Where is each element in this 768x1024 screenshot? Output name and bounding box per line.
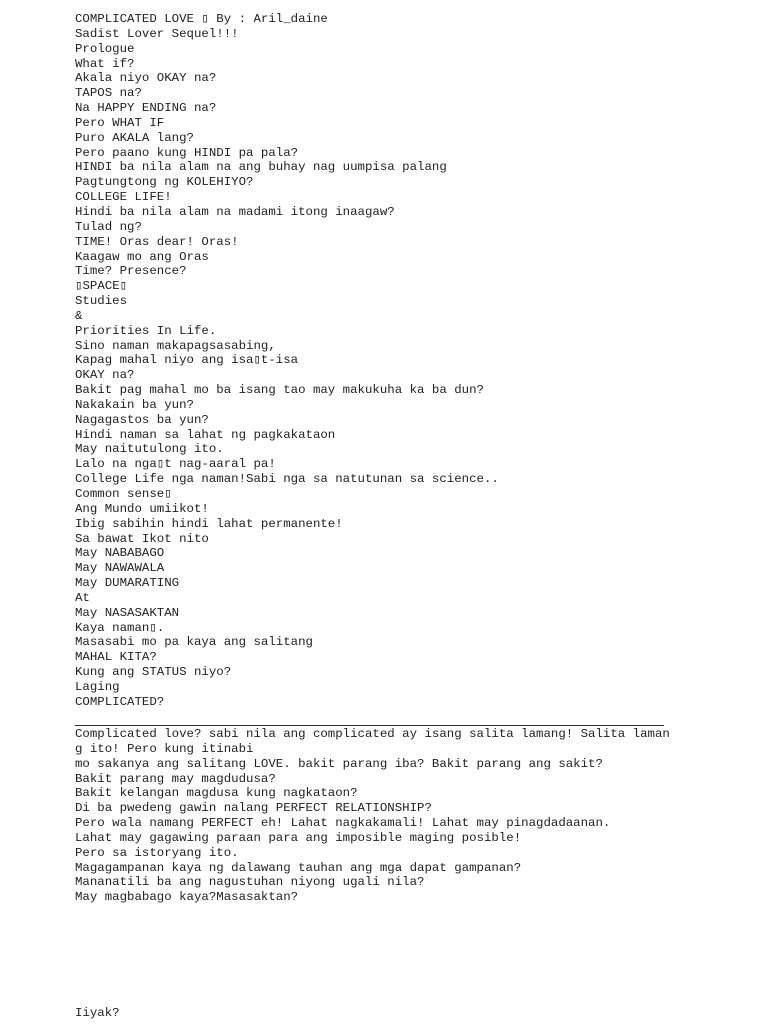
synopsis-text-block	[75, 727, 670, 905]
text-line: Time? Presence?	[75, 264, 187, 279]
text-line: Studies	[75, 294, 128, 309]
text-line: Laging	[75, 679, 120, 694]
text-line: Kaya naman▯.	[75, 620, 165, 635]
text-line: May naitutulong ito.	[75, 442, 224, 457]
text-line: OKAY na?	[75, 368, 135, 383]
text-line: What if?	[75, 56, 135, 71]
text-line: College Life nga naman!Sabi nga sa natutunan sa science..	[75, 472, 499, 487]
text-line: TIME! Oras dear! Oras!	[75, 234, 239, 249]
text-line: Sa bawat Ikot nito	[75, 531, 209, 546]
text-line: Magagampanan kaya ng dalawang tauhan ang mga dapat gampanan?	[75, 860, 522, 875]
text-line: mo sakanya ang salitang LOVE. bakit parang iba? Bakit parang ang sakit?	[75, 756, 603, 771]
text-line: Nakakain ba yun?	[75, 397, 194, 412]
text-line: Na HAPPY ENDING na?	[75, 101, 217, 116]
text-line: Mananatili ba ang nagustuhan niyong ugali nila?	[75, 875, 425, 890]
text-line: Kaagaw mo ang Oras	[75, 249, 209, 264]
text-line: Pero sa istoryang ito.	[75, 845, 239, 860]
text-line: May NABABAGO	[75, 546, 165, 561]
text-line: Puro AKALA lang?	[75, 130, 194, 145]
text-line: &	[75, 308, 83, 323]
text-line: TAPOS na?	[75, 86, 142, 101]
text-line: Lalo na nga▯t nag-aaral pa!	[75, 457, 276, 472]
text-line: Pagtungtong ng KOLEHIYO?	[75, 175, 254, 190]
text-line: Sadist Lover Sequel!!!	[75, 26, 239, 41]
text-line: At	[75, 590, 90, 605]
text-line: Kapag mahal niyo ang isa▯t-isa	[75, 353, 299, 368]
text-line: May DUMARATING	[75, 576, 180, 591]
text-line: Lahat may gagawing paraan para ang imposible maging posible!	[75, 830, 522, 845]
text-line: Ibig sabihin hindi lahat permanente!	[75, 516, 343, 531]
text-line: Bakit pag mahal mo ba isang tao may makukuha ka ba dun?	[75, 383, 484, 398]
text-line: Masasabi mo pa kaya ang salitang	[75, 635, 313, 650]
prologue-text-block	[75, 12, 499, 710]
text-line: Hindi ba nila alam na madami itong inaagaw?	[75, 204, 395, 219]
text-line: Nagagastos ba yun?	[75, 412, 209, 427]
text-line: g ito! Pero kung itinabi	[75, 741, 254, 756]
text-line: Pero WHAT IF	[75, 115, 165, 130]
closing-line: Iiyak?	[75, 1006, 120, 1020]
section-divider	[75, 725, 664, 726]
text-line: COLLEGE LIFE!	[75, 190, 172, 205]
text-line: Complicated love? sabi nila ang complicated ay isang salita lamang! Salita laman	[75, 727, 670, 741]
text-line: MAHAL KITA?	[75, 650, 157, 665]
text-line: COMPLICATED LOVE ▯ By : Aril_daine	[75, 12, 328, 26]
text-line: Bakit parang may magdudusa?	[75, 771, 276, 786]
text-line: May magbabago kaya?Masasaktan?	[75, 890, 299, 905]
text-line: Hindi naman sa lahat ng pagkakataon	[75, 427, 336, 442]
text-line: Priorities In Life.	[75, 323, 217, 338]
text-line: Akala niyo OKAY na?	[75, 71, 217, 86]
text-line: Prologue	[75, 41, 135, 56]
text-line: Tulad ng?	[75, 219, 142, 234]
text-line: HINDI ba nila alam na ang buhay nag uumpisa palang	[75, 160, 447, 175]
text-line: Kung ang STATUS niyo?	[75, 665, 232, 680]
text-line: Sino naman makapagsasabing,	[75, 338, 276, 353]
text-line: COMPLICATED?	[75, 694, 165, 709]
text-line: Common sense▯	[75, 487, 172, 501]
text-line: Pero wala namang PERFECT eh! Lahat nagkakamali! Lahat may pinagdadaanan.	[75, 816, 611, 831]
text-line: Ang Mundo umiikot!	[75, 501, 209, 516]
text-line: May NASASAKTAN	[75, 605, 180, 620]
text-line: Bakit kelangan magdusa kung nagkataon?	[75, 786, 358, 801]
text-line: Di ba pwedeng gawin nalang PERFECT RELATIONSHIP?	[75, 801, 432, 816]
text-line: Pero paano kung HINDI pa pala?	[75, 145, 299, 160]
text-line: ▯SPACE▯	[75, 279, 128, 294]
text-line: May NAWAWALA	[75, 561, 165, 576]
